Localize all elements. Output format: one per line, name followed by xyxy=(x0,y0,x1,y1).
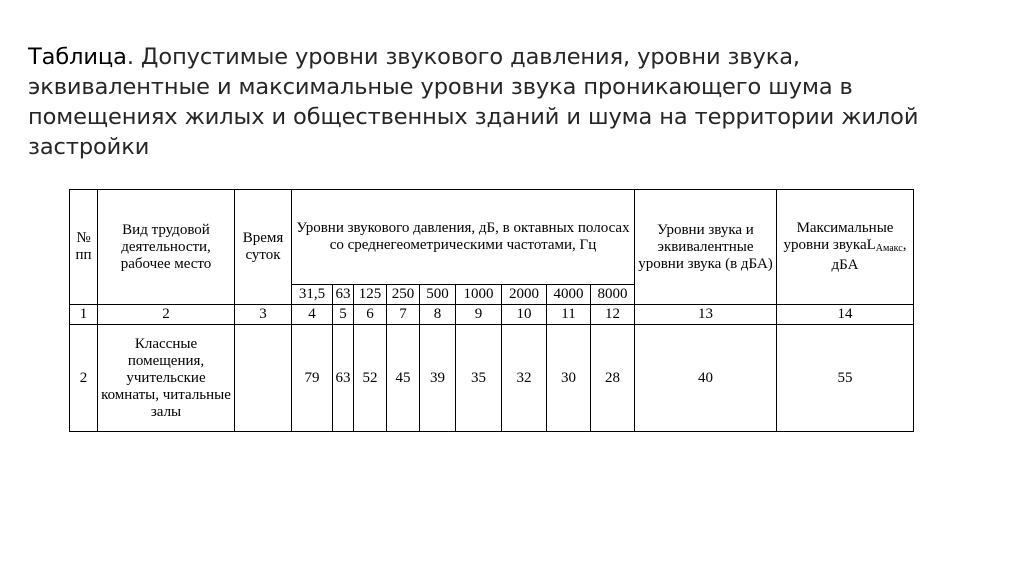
row-time xyxy=(235,325,292,432)
row-value-500: 39 xyxy=(420,325,456,432)
column-number-cell: 7 xyxy=(387,305,420,325)
title-text: . Допустимые уровни звукового давления, уровни звука, эквивалентные и максимальные уровни звука проникающего шума в помещениях жилых и общественных зданий и шума на территории жилой застройки xyxy=(28,44,919,160)
header-row xyxy=(70,190,914,285)
row-value-250: 45 xyxy=(387,325,420,432)
row-value-63: 63 xyxy=(333,325,354,432)
header-activity: Вид трудовой деятельности, рабочее место xyxy=(98,190,235,305)
row-level: 40 xyxy=(635,325,777,432)
header-num: № пп xyxy=(70,190,98,305)
row-value-4000: 30 xyxy=(547,325,591,432)
column-number-cell: 1 xyxy=(70,305,98,325)
header-time: Время суток xyxy=(235,190,292,305)
header-levels: Уровни звука и эквивалентные уровни звука (в дБА) xyxy=(635,190,777,305)
row-index: 2 xyxy=(70,325,98,432)
column-number-cell: 11 xyxy=(547,305,591,325)
column-number-cell: 10 xyxy=(502,305,547,325)
row-max: 55 xyxy=(777,325,914,432)
header-pressure: Уровни звукового давления, дБ, в октавных полосах со среднегеометрическими частотами, Гц xyxy=(292,190,635,285)
frequency-cell: 8000 xyxy=(591,285,635,305)
row-name: Классные помещения, учительские комнаты, читальные залы xyxy=(98,325,235,432)
row-value-2000: 32 xyxy=(502,325,547,432)
column-number-cell: 12 xyxy=(591,305,635,325)
column-number-cell: 4 xyxy=(292,305,333,325)
column-number-cell: 5 xyxy=(333,305,354,325)
frequency-cell: 250 xyxy=(387,285,420,305)
row-value-31-5: 79 xyxy=(292,325,333,432)
frequency-cell: 500 xyxy=(420,285,456,305)
row-value-1000: 35 xyxy=(456,325,502,432)
slide-title xyxy=(28,42,988,162)
column-number-cell: 13 xyxy=(635,305,777,325)
frequency-cell: 4000 xyxy=(547,285,591,305)
row-value-125: 52 xyxy=(354,325,387,432)
column-number-row xyxy=(70,305,914,325)
title-lead: Таблица xyxy=(28,44,127,70)
column-number-cell: 6 xyxy=(354,305,387,325)
frequency-cell: 1000 xyxy=(456,285,502,305)
row-value-8000: 28 xyxy=(591,325,635,432)
column-number-cell: 14 xyxy=(777,305,914,325)
header-max: Максимальные уровни звукаL$_{Амакс}$, дБА xyxy=(777,190,914,305)
column-number-cell: 9 xyxy=(456,305,502,325)
column-number-cell: 8 xyxy=(420,305,456,325)
frequency-cell: 31,5 xyxy=(292,285,333,305)
column-number-cell: 3 xyxy=(235,305,292,325)
table-row xyxy=(70,325,914,432)
frequency-cell: 125 xyxy=(354,285,387,305)
frequency-cell: 63 xyxy=(333,285,354,305)
column-number-cell: 2 xyxy=(98,305,235,325)
noise-norms-table xyxy=(69,189,914,432)
frequency-cell: 2000 xyxy=(502,285,547,305)
